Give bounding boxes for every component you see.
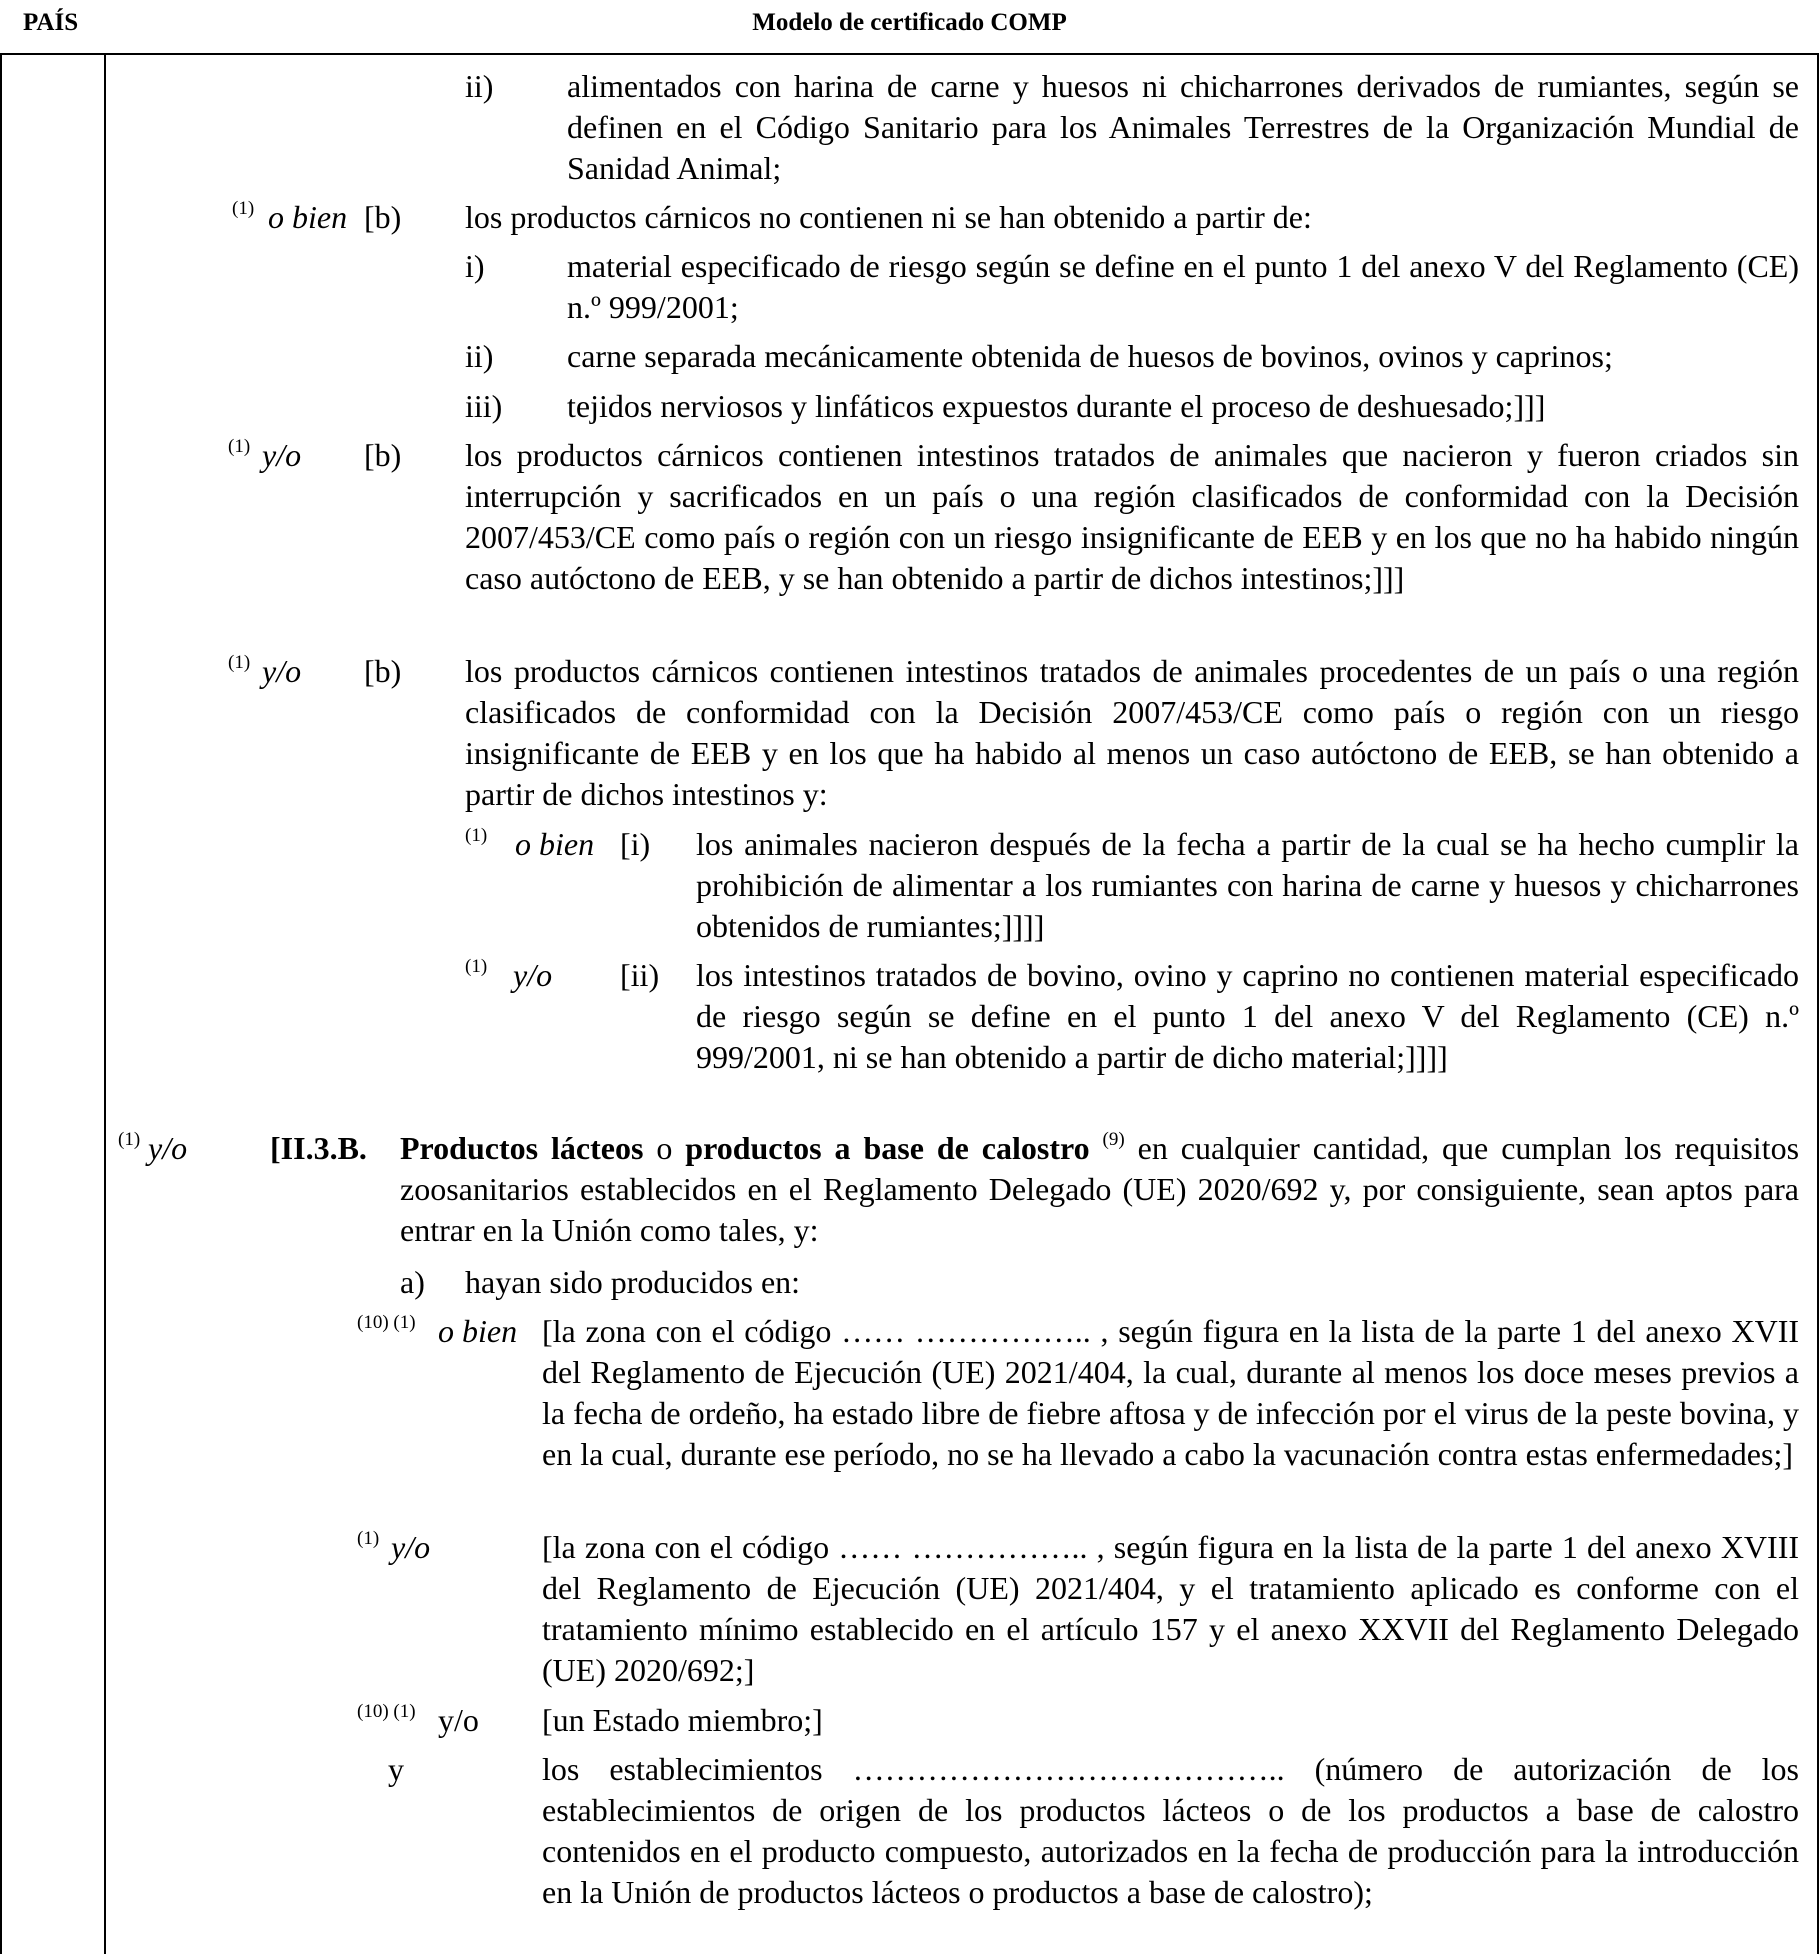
section-text <box>400 1128 1799 1251</box>
item-text: carne separada mecánicamente obtenida de huesos de bovinos, ovinos y caprinos; <box>567 338 1613 374</box>
clause-bracket: [i) <box>620 826 651 862</box>
item-number: iii) <box>465 388 503 424</box>
option-text: [un Estado miembro;] <box>542 1702 823 1738</box>
footnote-ref: (1) <box>232 198 255 219</box>
header-country: PAÍS <box>23 9 79 36</box>
condition-label: y/o <box>148 1130 188 1166</box>
table-column-divider <box>104 53 106 1954</box>
table-left-border <box>0 53 2 1954</box>
option-text: [la zona con el código …… …………….. , según figura en la lista de la parte 1 del anexo XVII del Reglamento de Ejecución (UE) 2021/404, la cual, durante al menos los doce meses previos a la fecha de ordeño, ha estado libre de fiebre aftosa y de infección por el virus de la peste bovina, y en la cual, durante ese período, no se ha llevado a cabo la vacunación contra estas enfermedades;] <box>542 1313 1799 1472</box>
condition-label: y <box>388 1751 404 1787</box>
establishments-text: los establecimientos ………………………………….. (número de autorización de los establecimientos de origen de los productos lácteos o de los productos a base de calostro contenidos en el producto compuesto, autorizados en la fecha de producción para la introducción en la Unión de productos lácteos o productos a base de calostro); <box>542 1751 1799 1910</box>
section-code: [II.3.B. <box>270 1130 367 1166</box>
condition-label: o bien <box>268 199 348 235</box>
footnote-ref: (1) <box>465 825 488 846</box>
option-text: [la zona con el código …… …………….. , según figura en la lista de la parte 1 del anexo XVIII del Reglamento de Ejecución (UE) 2021/404, y el tratamiento aplicado es conforme con el tratamiento mínimo establecido en el artículo 157 y el anexo XXVII del Reglamento Delegado (UE) 2020/692;] <box>542 1529 1799 1688</box>
item-number: ii) <box>465 338 494 374</box>
footnote-ref: (1) <box>228 652 251 673</box>
header-title: Modelo de certificado COMP <box>752 9 1067 36</box>
bold-term-colostrum: productos a base de calostro <box>685 1130 1090 1166</box>
footnote-ref: (1) <box>118 1129 141 1150</box>
footnote-ref: (1) <box>228 436 251 457</box>
clause-text: los animales nacieron después de la fecha a partir de la cual se ha hecho cumplir la prohibición de alimentar a los rumiantes con harina de carne y huesos y chicharrones obtenidos de rumiantes;]]]] <box>696 826 1799 944</box>
footnote-ref-9: (9) <box>1102 1129 1125 1150</box>
item-text: material especificado de riesgo según se define en el punto 1 del anexo V del Reglamento (CE) n.º 999/2001; <box>567 248 1799 325</box>
item-text: hayan sido producidos en: <box>465 1264 801 1300</box>
footnote-ref: (10) (1) <box>357 1701 416 1722</box>
condition-label: y/o <box>262 437 302 473</box>
text-connector: o <box>643 1130 686 1166</box>
page-header <box>0 0 1819 52</box>
clause-text: los productos cárnicos contienen intestinos tratados de animales que nacieron y fueron criados sin interrupción y sacrificados en un país o una región clasificados de conformidad con la Decisión 2007/453/CE como país o región con un riesgo insignificante de EEB y en los que no ha habido ningún caso autóctono de EEB, y se han obtenido a partir de dichos intestinos;]]] <box>465 437 1799 596</box>
clause-text: los productos cárnicos no contienen ni se han obtenido a partir de: <box>465 199 1312 235</box>
condition-label: o bien <box>515 826 595 862</box>
clause-bracket: [b) <box>364 653 402 689</box>
clause-bracket: [ii) <box>620 957 660 993</box>
item-number: ii) <box>465 68 494 104</box>
bold-term-dairy: Productos lácteos <box>400 1130 644 1166</box>
footnote-ref: (1) <box>357 1528 380 1549</box>
section-rest: en cualquier cantidad, que cumplan los requisitos zoosanitarios establecidos en el Reglamento Delegado (UE) 2020/692 y, por consiguiente, sean aptos para entrar en la Unión como tales, y: <box>400 1130 1800 1248</box>
item-number: i) <box>465 248 485 284</box>
clause-text: los intestinos tratados de bovino, ovino y caprino no contienen material especificado de riesgo según se define en el punto 1 del anexo V del Reglamento (CE) n.º 999/2001, ni se han obtenido a partir de dicho material;]]]] <box>696 957 1799 1075</box>
clause-bracket: [b) <box>364 437 402 473</box>
clause-bracket: [b) <box>364 199 402 235</box>
item-number: a) <box>400 1264 425 1300</box>
condition-label: y/o <box>391 1529 431 1565</box>
condition-label: y/o <box>513 957 553 993</box>
item-text: alimentados con harina de carne y huesos ni chicharrones derivados de rumiantes, según se definen en el Código Sanitario para los Animales Terrestres de la Organización Mundial de Sanidad Animal; <box>567 68 1799 186</box>
header-rule <box>0 53 1819 55</box>
condition-label: y/o <box>438 1702 479 1738</box>
condition-label: y/o <box>262 653 302 689</box>
item-text: tejidos nerviosos y linfáticos expuestos durante el proceso de deshuesado;]]] <box>567 388 1546 424</box>
clause-text: los productos cárnicos contienen intestinos tratados de animales procedentes de un país o una región clasificados de conformidad con la Decisión 2007/453/CE como país o región con un riesgo insignificante de EEB y en los que ha habido al menos un caso autóctono de EEB, se han obtenido a partir de dichos intestinos y: <box>465 653 1799 812</box>
condition-label: o bien <box>438 1313 518 1349</box>
footnote-ref: (10) (1) <box>357 1312 416 1333</box>
footnote-ref: (1) <box>465 956 488 977</box>
